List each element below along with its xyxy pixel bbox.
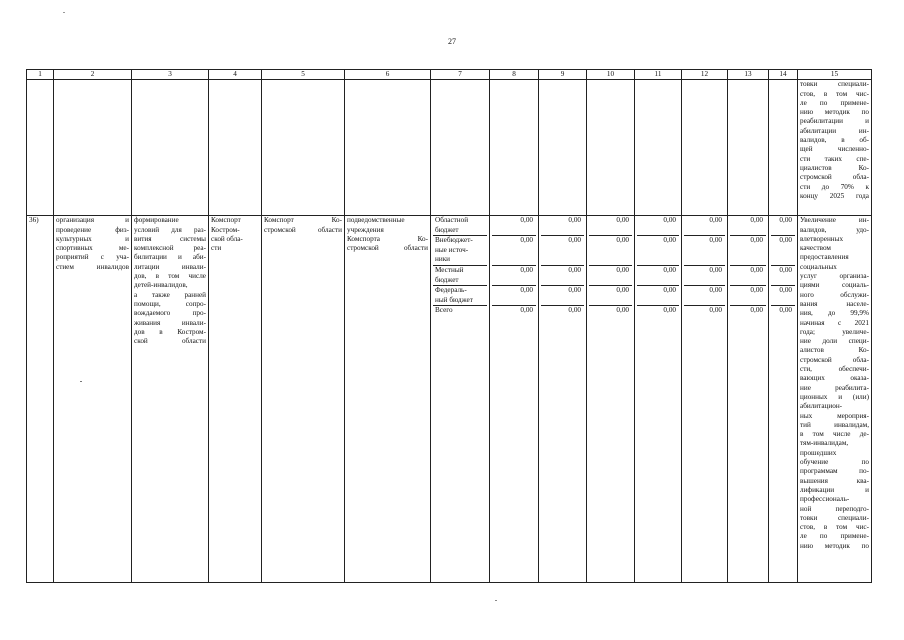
funding-value: 0,00 bbox=[541, 236, 584, 266]
column-header-4: 4 bbox=[209, 70, 262, 80]
cont-cell bbox=[728, 80, 769, 216]
text-line: живания инвали- bbox=[134, 318, 206, 327]
cont-cell bbox=[635, 80, 682, 216]
text-line: прошедших bbox=[800, 448, 837, 457]
responsible-executor bbox=[209, 216, 262, 583]
column-header-13: 13 bbox=[728, 70, 769, 80]
cont-cell bbox=[431, 80, 490, 216]
text-line: роприятий с уча- bbox=[56, 253, 129, 262]
funding-value: 0,00 bbox=[492, 266, 536, 286]
participants bbox=[345, 216, 431, 583]
value-col-12 bbox=[682, 216, 728, 583]
column-header-14: 14 bbox=[769, 70, 798, 80]
text-line: алистов Ко- bbox=[800, 346, 869, 355]
column-header-2: 2 bbox=[54, 70, 132, 80]
funding-value: 0,00 bbox=[541, 266, 584, 286]
co-executor bbox=[262, 216, 345, 583]
cont-cell bbox=[262, 80, 345, 216]
funding-value: 0,00 bbox=[684, 216, 725, 236]
column-header-6: 6 bbox=[345, 70, 431, 80]
text-line: валидов, в об- bbox=[800, 136, 869, 145]
funding-value: 0,00 bbox=[637, 236, 679, 266]
text-line: формирование bbox=[134, 216, 179, 225]
column-header-7: 7 bbox=[431, 70, 490, 80]
column-number-row bbox=[27, 70, 872, 80]
text-line: стромской обла- bbox=[800, 355, 869, 364]
funding-value: 0,00 bbox=[589, 266, 632, 286]
text-line: подведомственные bbox=[347, 216, 405, 225]
text-line: стромской обла- bbox=[800, 173, 869, 182]
text-line: нию методик по bbox=[800, 108, 869, 117]
funding-value: 0,00 bbox=[541, 216, 584, 236]
row-number: 36) bbox=[27, 216, 54, 583]
text-line: циями социаль- bbox=[800, 281, 869, 290]
funding-value: 0,00 bbox=[730, 236, 766, 266]
cont-cell bbox=[490, 80, 539, 216]
column-header-3: 3 bbox=[132, 70, 209, 80]
text-line: ной переподго- bbox=[800, 504, 869, 513]
text-line: комплексной реа- bbox=[134, 244, 206, 253]
value-col-10 bbox=[587, 216, 635, 583]
text-line: программам по- bbox=[800, 467, 869, 476]
cont-col15 bbox=[798, 80, 872, 216]
text-line: вающих оказа- bbox=[800, 374, 869, 383]
text-line: услуг организа- bbox=[800, 272, 869, 281]
value-col-8 bbox=[490, 216, 539, 583]
text-line: концу 2025 года bbox=[800, 191, 869, 200]
text-line: года; увеличе- bbox=[800, 327, 869, 336]
text-line: условий для раз- bbox=[134, 225, 206, 234]
text-line: вождаемого про- bbox=[134, 309, 206, 318]
value-col-14 bbox=[769, 216, 798, 583]
text-line: обучение по bbox=[800, 458, 869, 467]
funding-value: 0,00 bbox=[730, 266, 766, 286]
text-line: качеством bbox=[800, 244, 831, 253]
funding-value: 0,00 bbox=[520, 306, 533, 315]
text-line: реабилитации и bbox=[800, 117, 869, 126]
column-header-9: 9 bbox=[539, 70, 587, 80]
funding-source-line: Местный bbox=[435, 266, 464, 275]
funding-value: 0,00 bbox=[771, 216, 795, 236]
text-line: тям-инвалидам, bbox=[800, 439, 849, 448]
cont-cell bbox=[54, 80, 132, 216]
text-line: сти до 70% к bbox=[800, 182, 869, 191]
text-line: помощи, сопро- bbox=[134, 299, 206, 308]
text-line: профессиональ- bbox=[800, 495, 850, 504]
funding-source bbox=[433, 306, 487, 318]
funding-value: 0,00 bbox=[684, 266, 725, 286]
text-line: билитации и аби- bbox=[134, 253, 206, 262]
text-line: культурных и bbox=[56, 234, 129, 243]
cont-cell bbox=[539, 80, 587, 216]
text-line: Комспорт Ко- bbox=[264, 216, 342, 225]
funding-source-line: Областной bbox=[435, 216, 469, 225]
funding-value: 0,00 bbox=[589, 286, 632, 306]
funding-source-line: ные источ- bbox=[435, 245, 469, 254]
text-line: ционных и (или) bbox=[800, 392, 869, 401]
funding-value: 0,00 bbox=[663, 306, 676, 315]
expected-result bbox=[798, 216, 872, 583]
text-line: организация и bbox=[56, 216, 129, 225]
funding-value: 0,00 bbox=[771, 236, 795, 266]
funding-source-line: Федераль- bbox=[435, 286, 467, 295]
text-line: абилитацион- bbox=[800, 402, 843, 411]
text-line: стромской области bbox=[347, 244, 428, 253]
text-line: ской обла- bbox=[211, 234, 243, 243]
text-line: ле по примене- bbox=[800, 532, 869, 541]
column-header-1: 1 bbox=[27, 70, 54, 80]
text-line: учреждения bbox=[347, 225, 384, 234]
text-line: сти bbox=[211, 244, 222, 253]
value-col-13 bbox=[728, 216, 769, 583]
measure-name bbox=[54, 216, 132, 583]
text-line: влетворенных bbox=[800, 234, 844, 243]
column-header-11: 11 bbox=[635, 70, 682, 80]
text-line: тий инвалидам, bbox=[800, 420, 869, 429]
text-line: вания населе- bbox=[800, 299, 869, 308]
funding-value: 0,00 bbox=[637, 216, 679, 236]
text-line: Костром- bbox=[211, 225, 240, 234]
funding-value: 0,00 bbox=[637, 266, 679, 286]
funding-source-line: бюджет bbox=[435, 275, 459, 284]
text-line: социальных bbox=[800, 262, 837, 271]
column-header-5: 5 bbox=[262, 70, 345, 80]
cont-cell bbox=[345, 80, 431, 216]
text-line: детей-инвалидов, bbox=[134, 281, 188, 290]
funding-value: 0,00 bbox=[492, 236, 536, 266]
text-line: а также ранней bbox=[134, 290, 206, 299]
funding-value: 0,00 bbox=[541, 286, 584, 306]
funding-value: 0,00 bbox=[492, 216, 536, 236]
funding-source-line: ники bbox=[435, 254, 451, 263]
text-line: циалистов Ко- bbox=[800, 163, 869, 172]
funding-sources bbox=[431, 216, 490, 583]
column-header-8: 8 bbox=[490, 70, 539, 80]
program-table bbox=[26, 69, 872, 583]
text-line: ных мероприя- bbox=[800, 411, 869, 420]
text-line: ской области bbox=[134, 337, 206, 346]
funding-value: 0,00 bbox=[589, 216, 632, 236]
text-line: вития системы bbox=[134, 234, 206, 243]
funding-value: 0,00 bbox=[589, 236, 632, 266]
text-line: Комспорт bbox=[211, 216, 241, 225]
text-line: дов в Костром- bbox=[134, 327, 206, 336]
funding-value: 0,00 bbox=[779, 306, 792, 315]
funding-source bbox=[433, 286, 487, 306]
text-line: лификации и bbox=[800, 485, 869, 494]
text-line: товки специали- bbox=[800, 513, 869, 522]
funding-value: 0,00 bbox=[637, 286, 679, 306]
funding-source-line: Всего bbox=[435, 306, 453, 315]
text-line: ле по примене- bbox=[800, 98, 869, 107]
scan-speck bbox=[495, 600, 497, 601]
funding-source-line: ный бюджет bbox=[435, 295, 473, 304]
value-col-11 bbox=[635, 216, 682, 583]
text-line: нию методик по bbox=[800, 541, 869, 550]
text-line: литации инвали- bbox=[134, 262, 206, 271]
text-line: предоставления bbox=[800, 253, 849, 262]
text-line: Комспорта Ко- bbox=[347, 234, 428, 243]
cont-cell bbox=[132, 80, 209, 216]
funding-source-line: Внебюджет- bbox=[435, 236, 473, 245]
funding-value: 0,00 bbox=[730, 286, 766, 306]
cont-cell bbox=[769, 80, 798, 216]
text-line: дов, в том числе bbox=[134, 272, 206, 281]
funding-source-line: бюджет bbox=[435, 225, 459, 234]
text-line: стием инвалидов bbox=[56, 262, 129, 271]
measure-goal bbox=[132, 216, 209, 583]
cont-cell bbox=[209, 80, 262, 216]
text-line: начиная с 2021 bbox=[800, 318, 869, 327]
text-line: щей численно- bbox=[800, 145, 869, 154]
funding-value: 0,00 bbox=[771, 286, 795, 306]
text-line: стромской области bbox=[264, 225, 342, 234]
text-line: вышения ква- bbox=[800, 476, 869, 485]
text-line: абилитации ин- bbox=[800, 126, 869, 135]
funding-value: 0,00 bbox=[568, 306, 581, 315]
scan-speck bbox=[63, 12, 65, 13]
text-line: спортивных ме- bbox=[56, 244, 129, 253]
cont-cell bbox=[27, 80, 54, 216]
text-line: сти таких спе- bbox=[800, 154, 869, 163]
text-line: товки специали- bbox=[800, 80, 869, 89]
page-number: 27 bbox=[448, 37, 456, 46]
text-line: валидов, удо- bbox=[800, 225, 869, 234]
column-header-12: 12 bbox=[682, 70, 728, 80]
funding-value: 0,00 bbox=[684, 236, 725, 266]
funding-value: 0,00 bbox=[684, 286, 725, 306]
text-line: стов, в том чис- bbox=[800, 523, 869, 532]
funding-value: 0,00 bbox=[771, 266, 795, 286]
text-line: в том числе де- bbox=[800, 430, 869, 439]
value-col-9 bbox=[539, 216, 587, 583]
text-line: сти, обеспечи- bbox=[800, 365, 869, 374]
text-line: ние реабилита- bbox=[800, 383, 869, 392]
column-header-15: 15 bbox=[798, 70, 872, 80]
funding-value: 0,00 bbox=[492, 286, 536, 306]
funding-source bbox=[433, 236, 487, 266]
funding-value: 0,00 bbox=[730, 216, 766, 236]
funding-source bbox=[433, 266, 487, 286]
text-line: ния, до 99,9% bbox=[800, 309, 869, 318]
text-line: проведение физ- bbox=[56, 225, 129, 234]
funding-source bbox=[433, 216, 487, 236]
measure-row-36 bbox=[27, 216, 872, 583]
cont-cell bbox=[682, 80, 728, 216]
column-header-10: 10 bbox=[587, 70, 635, 80]
text-line: ние доли специ- bbox=[800, 337, 869, 346]
text-line: ного обслужи- bbox=[800, 290, 869, 299]
cont-cell bbox=[587, 80, 635, 216]
funding-value: 0,00 bbox=[709, 306, 722, 315]
text-line: Увеличение ин- bbox=[800, 216, 869, 225]
text-line: стов, в том чис- bbox=[800, 89, 869, 98]
funding-value: 0,00 bbox=[750, 306, 763, 315]
funding-value: 0,00 bbox=[616, 306, 629, 315]
continuation-row bbox=[27, 80, 872, 216]
